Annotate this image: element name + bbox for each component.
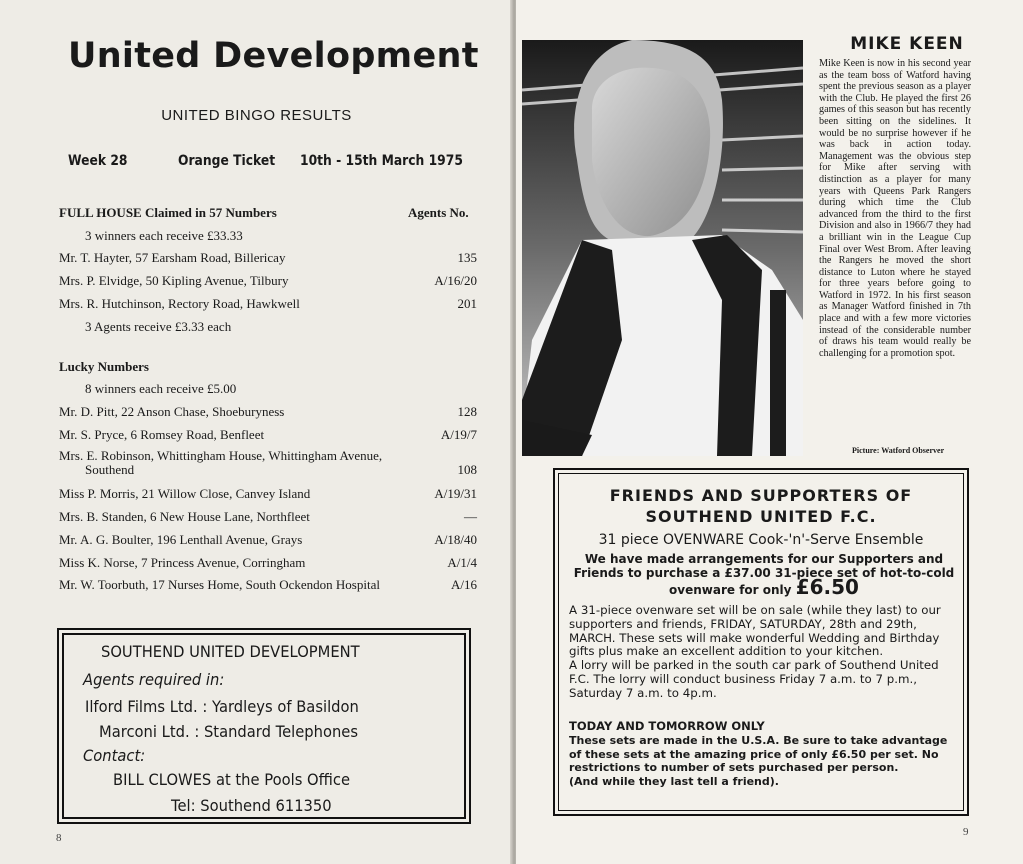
winner-row: Mrs. B. Standen, 6 New House Lane, Northfleet — xyxy=(59,509,477,524)
ad-terms: These sets are made in the U.S.A. Be sure to take advantage of these sets at the amazing price of only £6.50 per set. No restrictions to number of sets purchased per person. xyxy=(569,733,948,775)
winner-row: Mr. A. G. Boulter, 196 Lenthall Avenue, Grays A/18/40 xyxy=(59,532,477,547)
winner-row: Mrs. R. Hutchinson, Rectory Road, Hawkwell 201 xyxy=(59,296,477,311)
page-number: 9 xyxy=(963,826,969,838)
winner-row: Mr. D. Pitt, 22 Anson Chase, Shoeburyness 128 xyxy=(59,404,477,419)
ad-friend: (And while they last tell a friend). xyxy=(569,775,779,789)
agents-required: Agents required in: xyxy=(83,670,225,689)
page-title: United Development xyxy=(68,36,479,76)
dev-box-title: SOUTHEND UNITED DEVELOPMENT xyxy=(101,642,360,661)
profile-title: MIKE KEEN xyxy=(850,34,964,54)
agents-line-2: Marconi Ltd. : Standard Telephones xyxy=(99,722,359,741)
photo-credit: Picture: Watford Observer xyxy=(852,446,945,455)
agents-heading: Agents No. xyxy=(408,205,469,220)
ad-today: TODAY AND TOMORROW ONLY xyxy=(569,719,765,733)
winner-row: Mr. W. Toorbuth, 17 Nurses Home, South Ockendon Hospital A/16 xyxy=(59,577,477,592)
ad-lead: We have made arrangements for our Supporters and Friends to purchase a £37.00 31-piece set of hot-to-cold ovenware for only £6.50 xyxy=(573,552,955,599)
full-house-heading: FULL HOUSE Claimed in 57 Numbers xyxy=(59,205,277,220)
ad-body-2: A lorry will be parked in the south car park of Southend United F.C. The lorry will conduct business Friday 7 a.m. to 7 p.m., Saturday 7 a.m. to 4p.m. xyxy=(569,658,939,700)
ovenware-advert xyxy=(553,468,969,816)
development-agents-box xyxy=(57,628,471,824)
ad-body-1: A 31-piece ovenware set will be on sale (while they last) to our supporters and friends, FRIDAY, SATURDAY, 28th and 29th, MARCH. These sets will make wonderful Wedding and Birthday gifts plus make an excellent addition to your kitchen. xyxy=(569,603,941,659)
date-range: 10th - 15th March 1975 xyxy=(300,153,463,169)
ad-tail xyxy=(569,720,961,789)
ad-heading-1: FRIENDS AND SUPPORTERS OF xyxy=(609,486,913,505)
winner-row: Miss P. Morris, 21 Willow Close, Canvey Island A/19/31 xyxy=(59,486,477,501)
week-label: Week 28 xyxy=(68,153,128,169)
full-house-note: 3 winners each receive £33.33 xyxy=(85,228,243,243)
contact-name: BILL CLOWES at the Pools Office xyxy=(113,770,351,789)
contact-label: Contact: xyxy=(83,746,146,765)
agents-line-1: Ilford Films Ltd. : Yardleys of Basildon xyxy=(85,697,359,716)
lucky-numbers-heading: Lucky Numbers xyxy=(59,359,149,374)
contact-telephone: Tel: Southend 611350 xyxy=(171,796,332,815)
mike-keen-photo xyxy=(522,40,803,456)
bingo-subtitle: UNITED BINGO RESULTS xyxy=(161,107,352,124)
page-number: 8 xyxy=(56,832,62,844)
winner-row: Mr. T. Hayter, 57 Earsham Road, Billericay 135 xyxy=(59,250,477,265)
ad-product: 31 piece OVENWARE Cook-'n'-Serve Ensemble xyxy=(598,532,924,548)
winner-row: Mrs. E. Robinson, Whittingham House, Whittingham Avenue, Southend 108 xyxy=(59,448,477,477)
winner-row: Mr. S. Pryce, 6 Romsey Road, Benfleet A/19/7 xyxy=(59,427,477,442)
winner-row: Miss K. Norse, 7 Princess Avenue, Corringham A/1/4 xyxy=(59,555,477,570)
profile-text: Mike Keen is now in his second year as the team boss of Watford having spent the previous season as a player with the Club. He played the first 26 games of this season but has recently been sitting on the sidelines. It would be no surprise however if he was back in action today. Management was the obvious step for Mike after serving with distinction as a player for many years with Queens Park Rangers during which time the Club advanced from the third to the first Division and also in 1966/7 they had a brilliant win in the League Cup Final over West Brom. After leaving the Rangers he moved the short distance to Luton where he stayed for three years before going to Watford in 1972. In his first season as Manager Watford finished in 7th place and with a few more victories instead of the considerable number of draws his team would really be challenging for a promotion spot. xyxy=(819,58,971,359)
lucky-note: 8 winners each receive £5.00 xyxy=(85,381,237,396)
ad-body xyxy=(569,604,961,701)
agents-note: 3 Agents receive £3.33 each xyxy=(85,319,232,334)
ad-price: £6.50 xyxy=(795,575,859,599)
ticket-label: Orange Ticket xyxy=(178,153,276,169)
ad-heading-2: SOUTHEND UNITED F.C. xyxy=(645,507,877,526)
winner-row: Mrs. P. Elvidge, 50 Kipling Avenue, Tilbury A/16/20 xyxy=(59,273,477,288)
